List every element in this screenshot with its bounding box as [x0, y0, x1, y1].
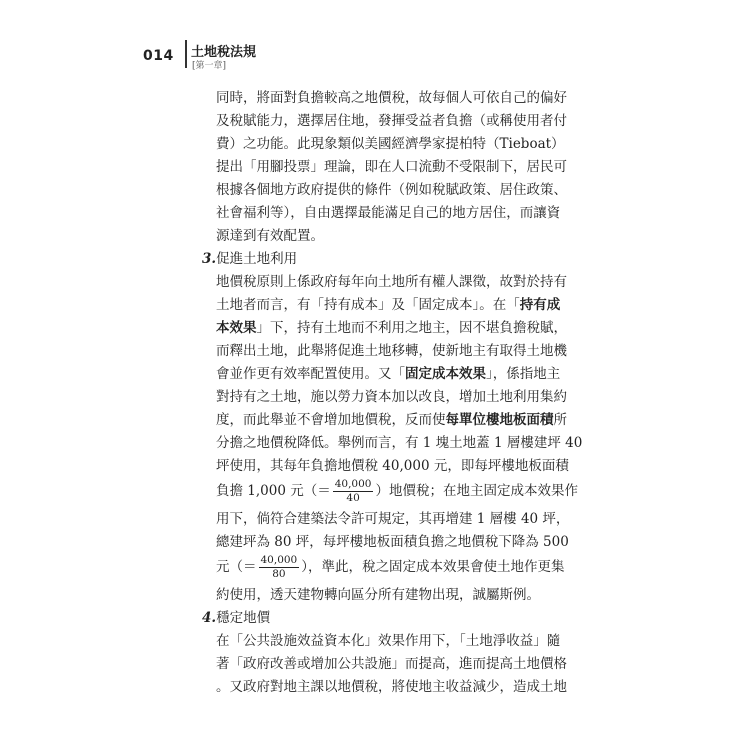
- bold-term: 固定成本效果: [405, 366, 486, 382]
- fraction-numerator: 40,000: [334, 478, 372, 490]
- section-title: 促進土地利用: [216, 251, 298, 267]
- bold-term: 每單位樓地板面積: [445, 412, 554, 428]
- text-line: [216, 364, 576, 384]
- text-line: 而釋出土地，此舉將促進土地移轉，使新地主有取得土地機: [216, 343, 567, 359]
- section-heading: [202, 608, 270, 628]
- section-number: 3.: [202, 251, 217, 267]
- text-span: 」下，持有土地而不利用之地主，因不堪負擔稅賦，: [256, 320, 567, 336]
- fraction: [333, 478, 374, 505]
- header-divider: [185, 40, 187, 68]
- text-line: 社會福利等），自由選擇最能滿足自己的地方居住，而讓資: [216, 205, 561, 221]
- section-title: 穩定地價: [216, 610, 271, 626]
- text-span: ）地價稅；在地主固定成本效果作: [375, 483, 578, 499]
- bold-term: 持有成: [519, 297, 561, 313]
- text-line-with-fraction: [216, 551, 576, 583]
- text-line: [216, 295, 576, 315]
- text-line: 地價稅原則上係政府每年向土地所有權人課徵，故對於持有: [216, 274, 567, 290]
- text-line: 約使用，透天建物轉向區分所有建物出現，誠屬斯例。: [216, 587, 540, 603]
- text-line: 。又政府對地主課以地價稅，將使地主收益減少，造成土地: [216, 679, 567, 695]
- page-header: [0, 0, 750, 80]
- text-line: 分擔之地價稅降低。舉例而言，有 1 塊土地蓋 1 層樓建坪 40: [216, 435, 583, 451]
- text-line: 用下，倘符合建築法令許可規定，其再增建 1 層樓 40 坪，: [216, 511, 570, 527]
- bold-term: 本效果: [216, 320, 257, 336]
- text-line: 提出「用腳投票」理論，即在人口流動不受限制下，居民可: [216, 159, 567, 175]
- text-line: 源達到有效配置。: [216, 228, 324, 244]
- text-line-with-fraction: [216, 475, 576, 507]
- text-line: 對持有之土地，施以勞力資本加以改良，增加土地利用集約: [216, 389, 567, 405]
- text-span: 土地者而言，有「持有成本」及「固定成本」。在「: [216, 297, 520, 313]
- text-span: 會並作更有效率配置使用。又「: [216, 366, 405, 382]
- fraction-denominator: 40: [346, 492, 360, 504]
- text-span: ），準此，稅之固定成本效果會使土地作更集: [301, 559, 565, 575]
- section-heading: [202, 249, 297, 269]
- fraction-denominator: 80: [272, 568, 286, 580]
- text-span: 元（＝: [216, 559, 257, 575]
- section-number: 4.: [202, 610, 217, 626]
- text-line: 及稅賦能力，選擇居住地，發揮受益者負擔（或稱使用者付: [216, 113, 567, 129]
- text-line: [216, 318, 576, 338]
- book-title: 土地稅法規: [191, 45, 257, 60]
- page-number: 014: [143, 48, 174, 64]
- text-span: 度，而此舉並不會增加地價稅，反而使: [216, 412, 446, 428]
- fraction-numerator: 40,000: [260, 554, 298, 566]
- text-line: 費）之功能。此現象類似美國經濟學家提柏特（Tieboat）: [216, 136, 565, 152]
- text-line: 在「公共設施效益資本化」效果作用下，「土地淨收益」隨: [216, 633, 561, 649]
- text-span: 負擔 1,000 元（＝: [216, 483, 331, 499]
- fraction: [259, 554, 300, 581]
- text-span: 」，係指地主: [486, 366, 561, 382]
- text-line: 坪使用，其每年負擔地價稅 40,000 元，即每坪樓地板面積: [216, 458, 569, 474]
- text-span: 所: [553, 412, 567, 428]
- text-line: 根據各個地方政府提供的條件（例如稅賦政策、居住政策、: [216, 182, 567, 198]
- chapter-label: [第一章]: [192, 61, 227, 71]
- text-line: [216, 410, 576, 430]
- text-line: 總建坪為 80 坪，每坪樓地板面積負擔之地價稅下降為 500: [216, 534, 569, 550]
- text-line: 著「政府改善或增加公共設施」而提高，進而提高土地價格: [216, 656, 567, 672]
- text-line: 同時，將面對負擔較高之地價稅，故每個人可依自己的偏好: [216, 90, 567, 106]
